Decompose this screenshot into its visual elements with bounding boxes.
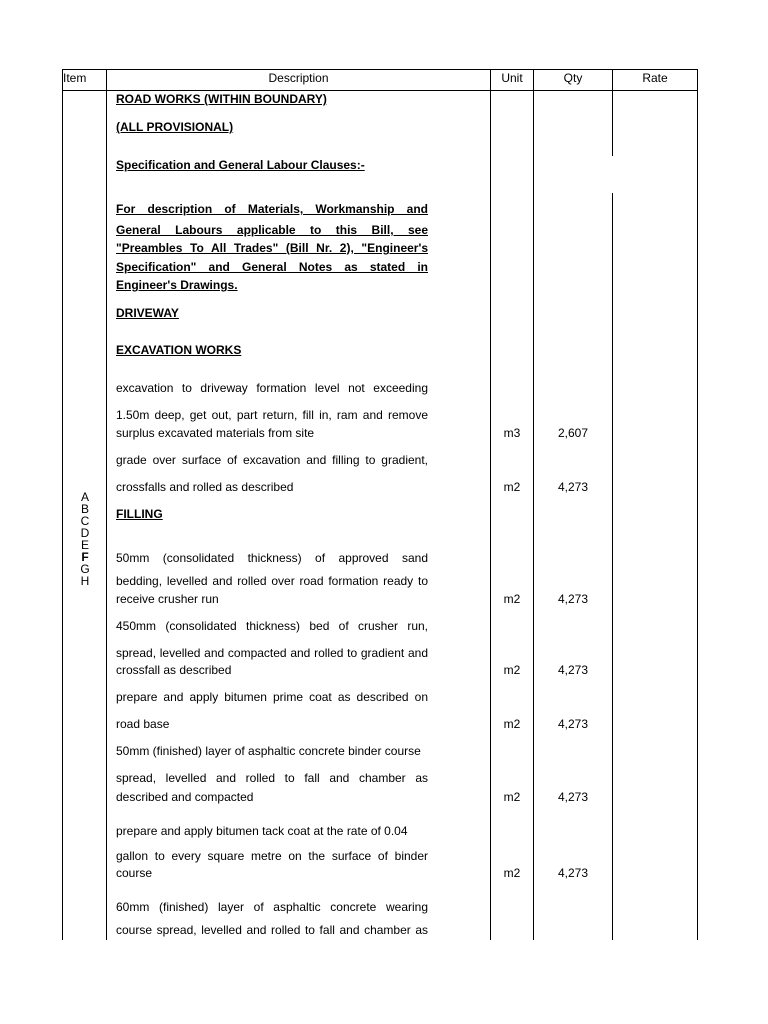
item-description-line: crossfalls and rolled as described — [116, 480, 294, 494]
preamble-line: "Preambles To All Trades" (Bill Nr. 2), "Engineer's — [116, 241, 428, 255]
item-qty: 2,607 — [557, 426, 589, 440]
header-description: Description — [268, 71, 329, 85]
item-qty: 4,273 — [557, 866, 589, 880]
item-description-line: described and compacted — [116, 790, 254, 804]
heading-driveway: DRIVEWAY — [116, 306, 179, 320]
item-letter: D — [80, 526, 90, 540]
item-unit: m3 — [503, 426, 521, 440]
item-unit: m2 — [503, 790, 521, 804]
item-description-line: prepare and apply bitumen tack coat at the rate of 0.04 — [116, 824, 408, 838]
item-letter: E — [80, 538, 89, 552]
preamble-line: Engineer's Drawings. — [116, 278, 238, 292]
header-item: Item — [63, 71, 87, 85]
item-unit: m2 — [503, 717, 521, 731]
item-description-line: prepare and apply bitumen prime coat as described on — [116, 690, 428, 704]
item-description-line: crossfall as described — [116, 663, 232, 677]
heading-road-works: ROAD WORKS (WITHIN BOUNDARY) — [116, 92, 327, 106]
item-qty: 4,273 — [557, 480, 589, 494]
item-description-line: 50mm (finished) layer of asphaltic concrete binder course — [116, 744, 421, 758]
item-description-line: 50mm (consolidated thickness) of approved sand — [116, 551, 428, 565]
item-letter: C — [80, 514, 90, 528]
heading-filling: FILLING — [116, 507, 163, 521]
heading-specification-clauses: Specification and General Labour Clauses:- — [116, 158, 365, 172]
item-description-line: spread, levelled and rolled to fall and chamber as — [116, 771, 428, 785]
item-letter: H — [80, 574, 90, 588]
item-letter: F — [81, 550, 89, 564]
preamble-line: For description of Materials, Workmanship and — [116, 202, 428, 216]
table-left-border — [62, 69, 63, 940]
header-unit: Unit — [501, 71, 523, 85]
description-column-divider — [490, 69, 491, 940]
item-unit: m2 — [503, 592, 521, 606]
item-description-line: spread, levelled and compacted and rolled to gradient and — [116, 646, 428, 660]
preamble-line: General Labours applicable to this Bill, see — [116, 223, 428, 237]
item-letter: A — [80, 490, 89, 504]
item-description-line: course — [116, 866, 153, 880]
item-description-line: bedding, levelled and rolled over road formation ready to — [116, 574, 428, 588]
item-unit: m2 — [503, 663, 521, 677]
item-unit: m2 — [503, 866, 521, 880]
unit-column-divider — [533, 69, 534, 940]
item-qty: 4,273 — [557, 663, 589, 677]
heading-all-provisional: (ALL PROVISIONAL) — [116, 120, 234, 134]
item-description-line: course spread, levelled and rolled to fall and chamber as — [116, 923, 428, 937]
item-qty: 4,273 — [557, 592, 589, 606]
item-letter: B — [80, 502, 89, 516]
item-description-line: grade over surface of excavation and filling to gradient, — [116, 453, 428, 467]
item-description-line: surplus excavated materials from site — [116, 426, 315, 440]
header-qty: Qty — [563, 71, 583, 85]
item-description-line: 450mm (consolidated thickness) bed of crusher run, — [116, 619, 428, 633]
item-column-divider — [106, 69, 107, 940]
qty-column-divider-lower — [612, 193, 613, 940]
item-qty: 4,273 — [557, 790, 589, 804]
item-description-line: gallon to every square metre on the surface of binder — [116, 849, 428, 863]
item-description-line: 1.50m deep, get out, part return, fill in, ram and remove — [116, 408, 428, 422]
item-description-line: road base — [116, 717, 170, 731]
item-letters — [78, 491, 92, 587]
table-right-border — [697, 69, 698, 940]
item-description-line: receive crusher run — [116, 592, 219, 606]
item-unit: m2 — [503, 480, 521, 494]
header-rate: Rate — [642, 71, 668, 85]
heading-excavation-works: EXCAVATION WORKS — [116, 343, 242, 357]
item-description-line: 60mm (finished) layer of asphaltic concrete wearing — [116, 900, 428, 914]
item-letter: G — [80, 562, 90, 576]
item-description-line: excavation to driveway formation level not exceeding — [116, 381, 428, 395]
item-qty: 4,273 — [557, 717, 589, 731]
preamble-line: Specification" and General Notes as stated in — [116, 260, 428, 274]
